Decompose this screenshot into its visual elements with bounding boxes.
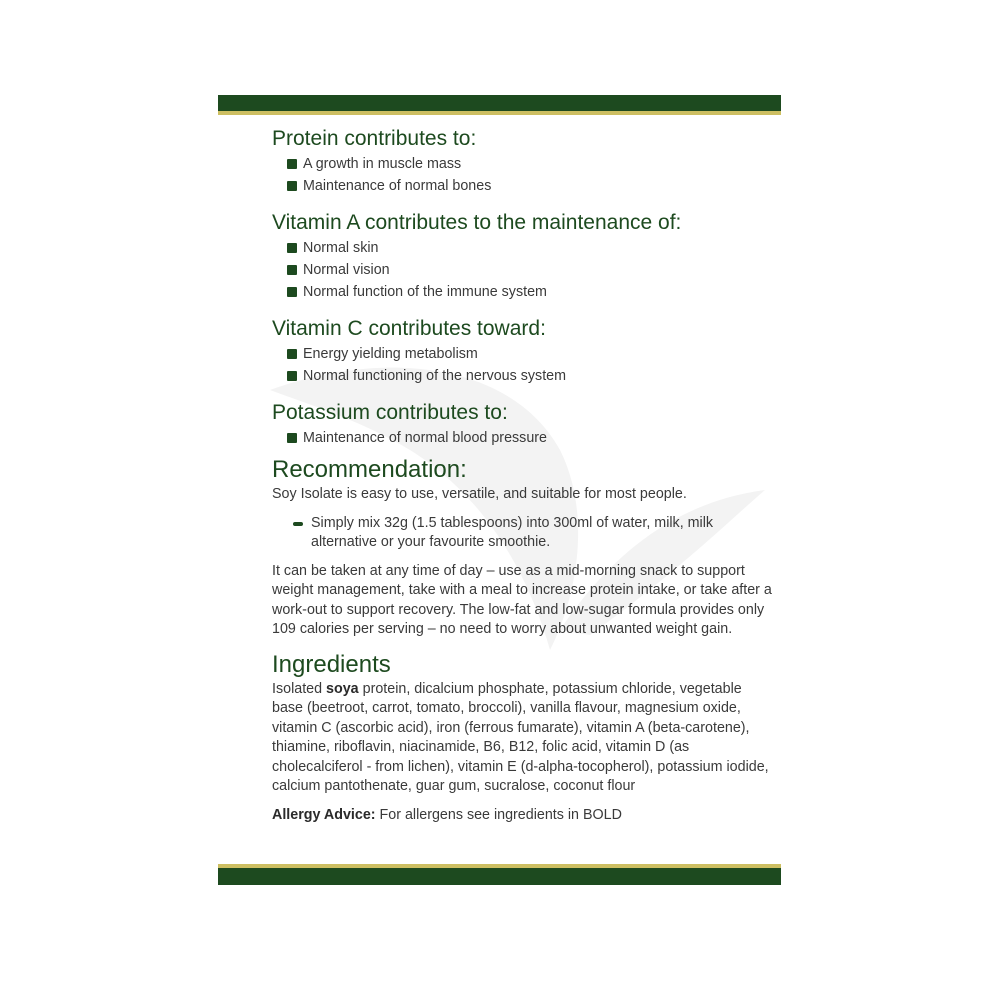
list-item: Energy yielding metabolism: [287, 343, 772, 365]
square-bullet-icon: [287, 371, 297, 381]
square-bullet-icon: [287, 265, 297, 275]
square-bullet-icon: [287, 287, 297, 297]
square-bullet-icon: [287, 181, 297, 191]
ingredients-text: Isolated soya protein, dicalcium phosphate, potassium chloride, vegetable base (beetroot, carrot, tomato, broccoli), vanilla flavour, magnesium oxide, vitamin C (ascorbic acid), iron (ferrous fumarate), vitamin A (beta-carotene), thiamine, riboflavin, niacinamide, B6, B12, folic acid, vitamin D (as cholecalciferol - from lichen), vitamin E (d-alpha-tocopherol), potassium iodide, calcium pantothenate, guar gum, sucralose, coconut flour: [272, 680, 769, 794]
ingredients-heading: Ingredients: [272, 650, 391, 678]
potassium-heading: Potassium contributes to:: [272, 401, 508, 424]
protein-heading: Protein contributes to:: [272, 127, 477, 150]
recommendation-body: It can be taken at any time of day – use as a mid-morning snack to support weight management, take with a meal to increase protein intake, or take after a work-out to support recovery. The low-fat and low-sugar formula provides only 109 calories per serving – no need to worry about unwanted weight gain.: [272, 562, 772, 637]
vitamin-c-list: [272, 343, 772, 387]
square-bullet-icon: [287, 159, 297, 169]
list-item: Normal skin: [287, 237, 772, 259]
top-green-band: [218, 95, 781, 111]
vitamin-c-heading: Vitamin C contributes toward:: [272, 317, 546, 340]
list-item: Maintenance of normal blood pressure: [287, 427, 772, 449]
allergy-advice: Allergy Advice: For allergens see ingredients in BOLD: [272, 806, 622, 823]
vitamin-a-heading: Vitamin A contributes to the maintenance of:: [272, 211, 682, 234]
square-bullet-icon: [287, 433, 297, 443]
top-gold-stripe: [218, 111, 781, 115]
leaflet-content: [272, 125, 772, 825]
protein-list: [272, 153, 772, 197]
bottom-green-band: [218, 868, 781, 885]
list-item: Normal functioning of the nervous system: [287, 365, 772, 387]
list-item: Maintenance of normal bones: [287, 175, 772, 197]
vitamin-a-list: [272, 237, 772, 303]
list-item: Normal function of the immune system: [287, 281, 772, 303]
dash-bullet-icon: [293, 522, 303, 526]
allergen-soya: soya: [326, 680, 359, 697]
square-bullet-icon: [287, 349, 297, 359]
square-bullet-icon: [287, 243, 297, 253]
recommendation-step: Simply mix 32g (1.5 tablespoons) into 300ml of water, milk, milk alternative or your favourite smoothie.: [272, 514, 772, 553]
recommendation-intro: Soy Isolate is easy to use, versatile, and suitable for most people.: [272, 486, 687, 502]
list-item: A growth in muscle mass: [287, 153, 772, 175]
recommendation-heading: Recommendation:: [272, 456, 467, 483]
potassium-list: [272, 427, 772, 449]
list-item: Normal vision: [287, 259, 772, 281]
